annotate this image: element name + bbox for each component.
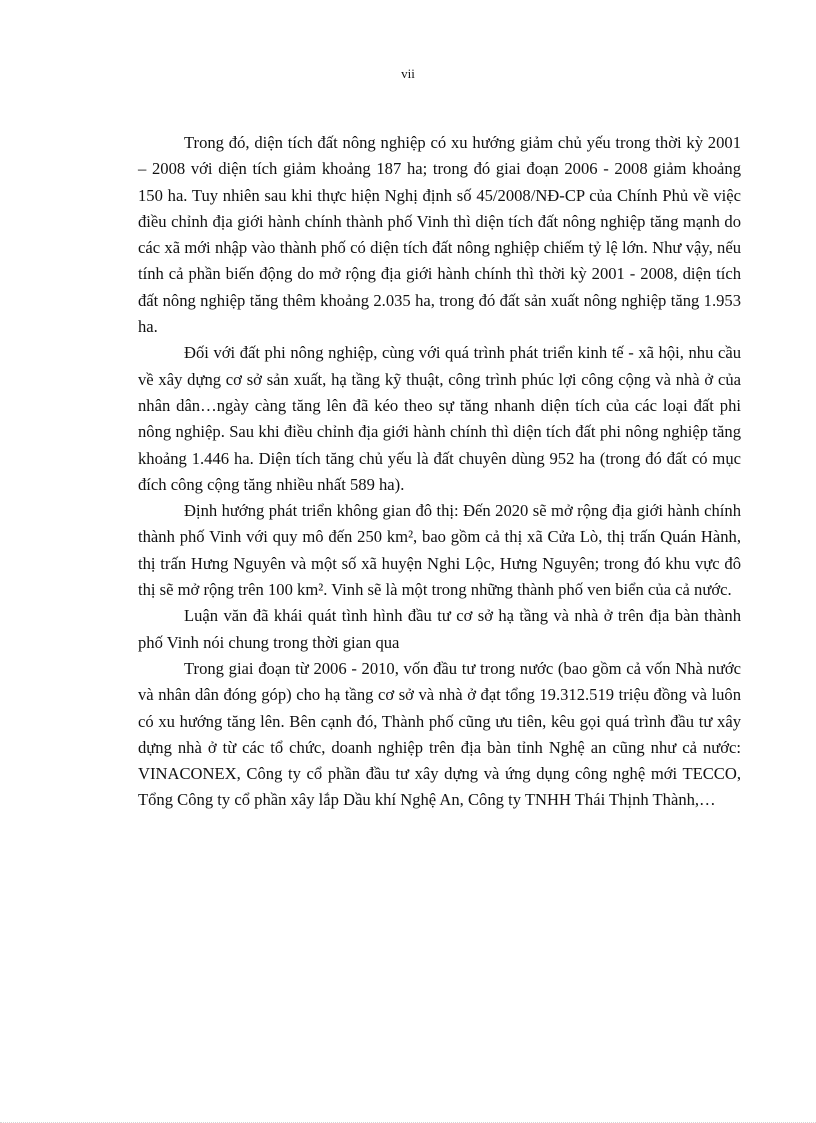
paragraph-thesis-summary: Luận văn đã khái quát tình hình đầu tư cơ sở hạ tầng và nhà ở trên địa bàn thành phố Vinh nói chung trong thời gian qua: [138, 606, 741, 652]
page-number: vii: [401, 66, 415, 81]
paragraph-agricultural-land: Trong đó, diện tích đất nông nghiệp có xu hướng giảm chủ yếu trong thời kỳ 2001 – 2008 với diện tích giảm khoảng 187 ha; trong đó giai đoạn 2006 - 2008 giảm khoảng 150 ha. Tuy nhiên sau khi thực hiện Nghị định số 45/2008/NĐ-CP của Chính Phủ về việc điều chỉnh địa giới hành chính thành phố Vinh thì diện tích đất nông nghiệp tăng mạnh do các xã mới nhập vào thành phố có diện tích đất nông nghiệp chiếm tỷ lệ lớn. Như vậy, nếu tính cả phần biến động do mở rộng địa giới hành chính thì thời kỳ 2001 - 2008, diện tích đất nông nghiệp tăng thêm khoảng 2.035 ha, trong đó đất sản xuất nông nghiệp tăng 1.953 ha.: [138, 133, 741, 337]
paragraph-non-agricultural-land: Đối với đất phi nông nghiệp, cùng với quá trình phát triển kinh tế - xã hội, nhu cầu về xây dựng cơ sở sản xuất, hạ tầng kỹ thuật, công trình phúc lợi công cộng và nhà ở của nhân dân…ngày càng tăng lên đã kéo theo sự tăng nhanh diện tích của các loại đất phi nông nghiệp. Sau khi điều chỉnh địa giới hành chính thì diện tích đất phi nông nghiệp tăng khoảng 1.446 ha. Diện tích tăng chủ yếu là đất chuyên dùng 952 ha (trong đó đất có mục đích công cộng tăng nhiều nhất 589 ha).: [138, 343, 741, 494]
paragraph-urban-development: Định hướng phát triển không gian đô thị: Đến 2020 sẽ mở rộng địa giới hành chính thành phố Vinh với quy mô đến 250 km², bao gồm cả thị xã Cửa Lò, thị trấn Quán Hành, thị trấn Hưng Nguyên và một số xã huyện Nghi Lộc, Hưng Nguyên; trong đó khu vực đô thị sẽ mở rộng trên 100 km². Vinh sẽ là một trong những thành phố ven biển của cả nước.: [138, 501, 741, 600]
paragraph-investment: Trong giai đoạn từ 2006 - 2010, vốn đầu tư trong nước (bao gồm cả vốn Nhà nước và nhân dân đóng góp) cho hạ tầng cơ sở và nhà ở đạt tổng 19.312.519 triệu đồng và luôn có xu hướng tăng lên. Bên cạnh đó, Thành phố cũng ưu tiên, kêu gọi quá trình đầu tư xây dựng nhà ở từ các tổ chức, doanh nghiệp trên địa bàn tỉnh Nghệ an cũng như cả nước: VINACONEX, Công ty cổ phần đầu tư xây dựng và ứng dụng công nghệ mới TECCO, Tổng Công ty cổ phần xây lắp Dầu khí Nghệ An, Công ty TNHH Thái Thịnh Thành,…: [138, 658, 741, 810]
body-text: [138, 130, 741, 814]
